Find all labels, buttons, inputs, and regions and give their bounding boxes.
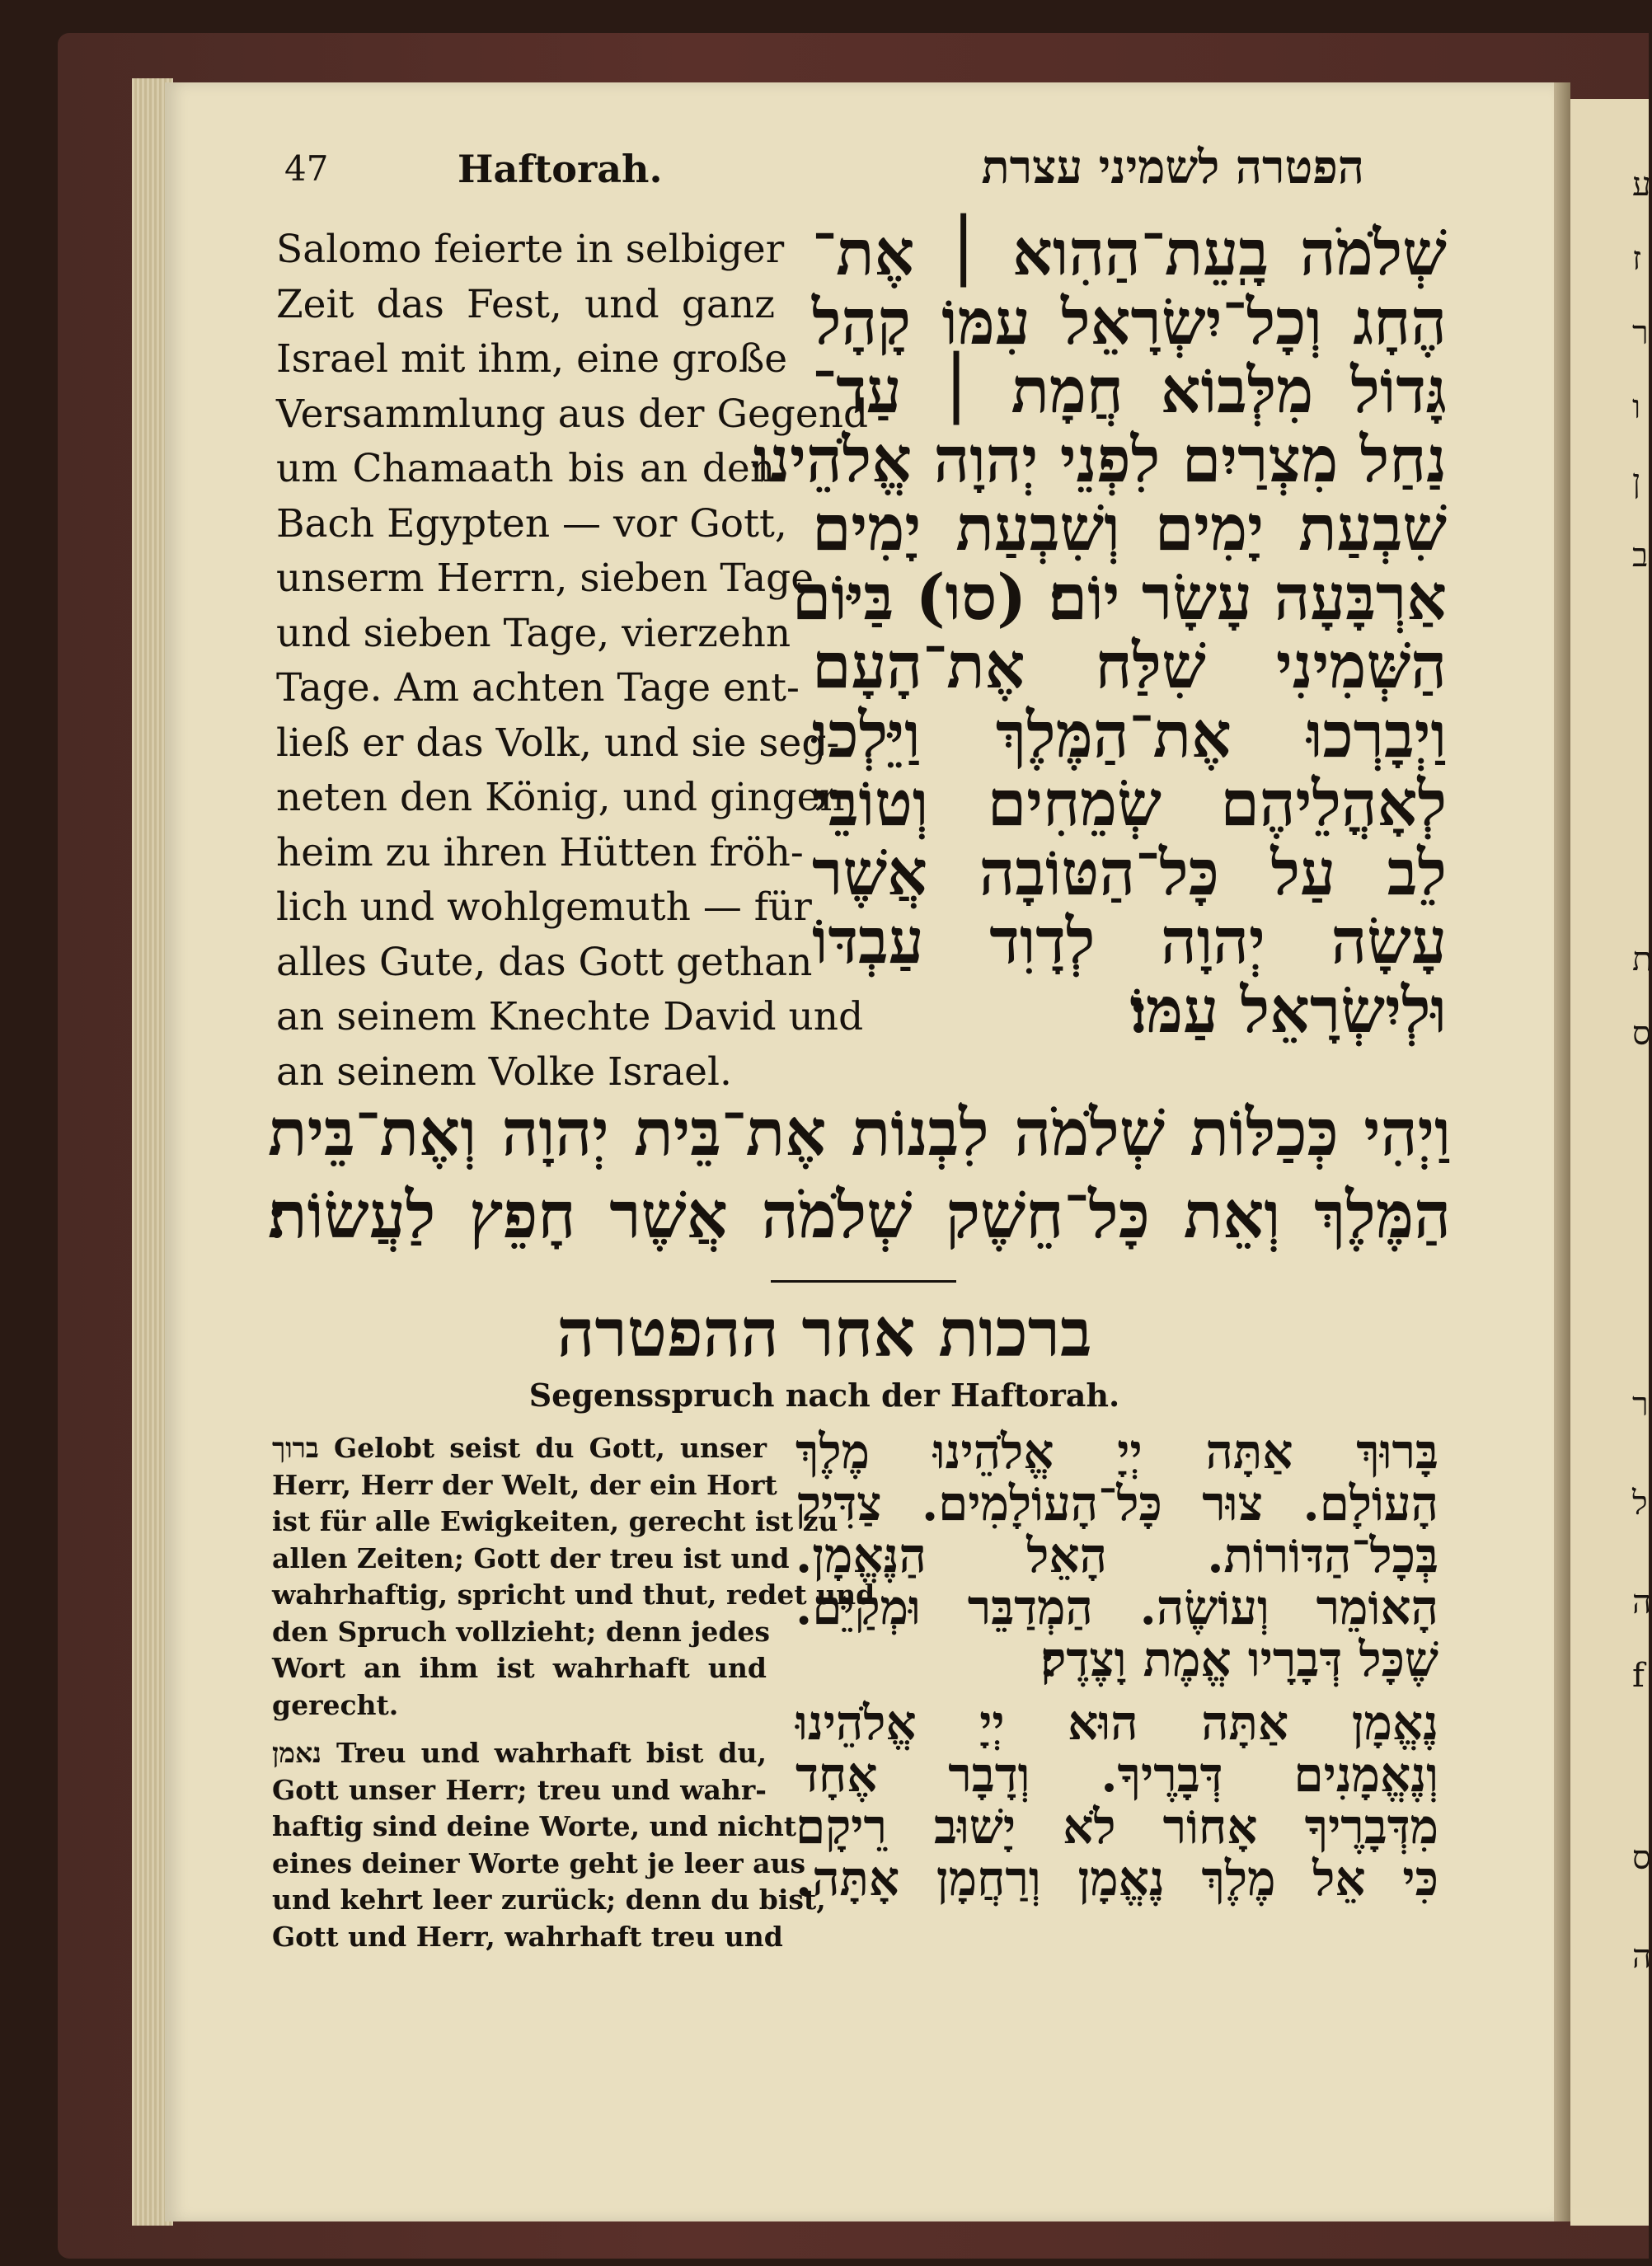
hebrew-line: בְּכָל־הַדּוֹרוֹת. הָאֵל הַנֶּאֱמָן. [795,1527,1438,1583]
hebrew-text-upper [753,216,1447,1047]
text-line: allen Zeiten; Gott der treu ist und [272,1541,790,1574]
paragraph-gap [272,1724,767,1735]
book-gutter [1554,82,1570,2221]
next-page-letter: ה [1632,1938,1652,1976]
next-page-letter: ל [1632,1485,1648,1522]
text-line: gerecht. [272,1688,399,1721]
hebrew-line: הַשְּׁמִינִי שִׁלַּח אֶת־הָעָם [812,629,1447,702]
next-page-letter: ב [1632,537,1649,575]
text-line: neten den König, und gingen [276,775,845,820]
text-line: Gott und Herr, wahrhaft treu und [272,1920,783,1953]
next-page-letter: ז [1632,240,1642,278]
hebrew-line: שֶׁכָּל דְּבָרָיו אֱמֶת וָצֶדֶק׃ [1040,1631,1438,1687]
text-line: alles Gute, das Gott gethan [276,939,813,985]
hebrew-line: וַיְבָרְכוּ אֶת־הַמֶּלֶךְ וַיֵּלְכוּ [812,697,1447,772]
next-page-letter: ס [1632,1015,1651,1053]
text-line: an seinem Volke Israel. [276,1049,732,1095]
text-line: haftig sind deine Worte, und nicht [272,1810,797,1842]
text-line: Versammlung aus der Gegend [276,391,869,437]
hebrew-line: נַחַל מִצְרַיִם לִפְנֵי יְהוָה אֱלֹהֵינוּ [753,422,1447,496]
text-line: und sieben Tage, vierzehn [276,610,791,656]
text-line: Wort an ihm ist wahrhaft und [272,1652,767,1684]
page-number: 47 [284,148,329,189]
section-title-hebrew: ברכות אחר ההפטרה [556,1294,1092,1372]
hebrew-line: אַרְבָּעָה עָשָׂר יוֹם׃ (סו) בַּיּוֹם [791,560,1447,634]
text-line: Bach Egypten — vor Gott, [276,500,787,547]
next-page-letter: ר [1632,1386,1649,1424]
running-header-german: Haftorah. [458,147,663,191]
hebrew-line: עָשָׂה יְהוָה לְדָוִד עַבְדּוֹ [812,904,1447,978]
next-page-letter: ס [1632,1839,1651,1877]
text-line: נאמן Treu und wahrhaft bist du, [272,1737,767,1769]
text-line: um Chamaath bis an den [276,446,775,491]
hebrew-text-full-width [268,1092,1451,1257]
hebrew-line: הָעוֹלָם. צוּר כָּל־הָעוֹלָמִים. צַדִּיק [795,1475,1438,1532]
running-header-hebrew: הפטרה לשמיני עצרת [981,140,1364,195]
text-line: Herr, Herr der Welt, der ein Hort [272,1468,777,1501]
hebrew-line: הֶחָג וְכָל־יִשְׂרָאֵל עִמּוֹ קָהָל [812,284,1447,359]
text-line: lich und wohlgemuth — für [276,884,812,930]
hebrew-line: וּלְיִשְׂרָאֵל עַמּוֹ׃ [1129,973,1447,1047]
text-line: eines deiner Worte geht je leer aus [272,1846,806,1879]
text-line: wahrhaftig, spricht und thut, redet und [272,1579,875,1611]
hebrew-line: הַמֶּלֶךְ וְאֵת כָּל־חֵשֶׁק שְׁלֹמֹה אֲשֶׁר חָפֵץ לַעֲשׂוֹת׃ [268,1178,1451,1253]
hebrew-line: מִדְּבָרֶיךָ אָחוֹר לֹא יָשׁוּב רֵיקָם [795,1799,1438,1855]
next-page-letter: ת [1632,941,1652,978]
next-page-letter: ע [1632,166,1651,204]
text-line: Tage. Am achten Tage ent- [276,665,800,711]
text-line: ברוך Gelobt seist du Gott, unser [272,1432,767,1464]
hebrew-line: לֵב עַל כָּל־הַטּוֹבָה אֲשֶׁר [812,835,1447,909]
next-page-letter: f [1632,1657,1645,1695]
hebrew-line: נֶאֱמָן אַתָּה הוּא יְיָ אֱלֹהֵינוּ [795,1695,1438,1751]
german-translation-lower [272,1430,875,1955]
next-page-edge [1570,99,1652,2226]
text-line: Salomo feierte in selbiger [276,227,785,272]
hebrew-line: כִּי אֵל מֶלֶךְ נֶאֱמָן וְרַחֲמָן אָתָּה. [795,1851,1438,1907]
text-line: Zeit das Fest, und ganz [276,281,775,327]
section-title-german: Segensspruch nach der Haftorah. [528,1377,1120,1414]
text-line: an seinem Knechte David und [276,994,864,1039]
hebrew-line: הָאוֹמֵר וְעוֹשֶׂה. הַמְדַבֵּר וּמְקַיֵּם. [795,1579,1438,1635]
hebrew-line: וַיְהִי כְּכַלּוֹת שְׁלֹמֹה לִבְנוֹת אֶת־בֵּית יְהוָה וְאֶת־בֵּית [268,1095,1451,1171]
text-line: und kehrt leer zurück; denn du bist, [272,1884,826,1916]
text-line: heim zu ihren Hütten fröh- [276,829,804,875]
hebrew-line: שִׁבְעַת יָמִים וְשִׁבְעַת יָמִים [812,491,1447,565]
text-line: Gott unser Herr; treu und wahr- [272,1773,767,1806]
hebrew-line: וְנֶאֱמָנִים דְּבָרֶיךָ. וְדָבָר אֶחָד [795,1747,1438,1803]
text-line: Israel mit ihm, eine große [276,336,788,382]
hebrew-line: גָּדוֹל מִלְּבוֹא חֲמָת ׀ עַד־ [812,354,1447,427]
text-line: den Spruch vollzieht; denn jedes [272,1615,770,1648]
hebrew-line: לְאָהֳלֵיהֶם שְׂמֵחִים וְטוֹבֵי [812,767,1447,840]
text-line: unserm Herrn, sieben Tage [276,556,814,601]
text-line: ist für alle Ewigkeiten, gerecht ist zu [272,1505,838,1537]
next-page-letter: ה [1632,1583,1652,1621]
text-line: ließ er das Volk, und sie seg- [276,720,840,766]
hebrew-blessing-text [795,1426,1438,1905]
section-divider [771,1280,956,1283]
next-page-letter: ו [1632,388,1641,426]
next-page-letter: ן [1632,462,1641,500]
hebrew-line: שְׁלֹמֹה בָֽעֵת־הַהִוא ׀ אֶת־ [812,216,1447,289]
next-page-letter: ר [1632,314,1649,352]
german-translation-upper [276,223,869,1100]
hebrew-line: בָּרוּךְ אַתָּה יְיָ אֱלֹהֵינוּ מֶלֶךְ [795,1424,1438,1480]
